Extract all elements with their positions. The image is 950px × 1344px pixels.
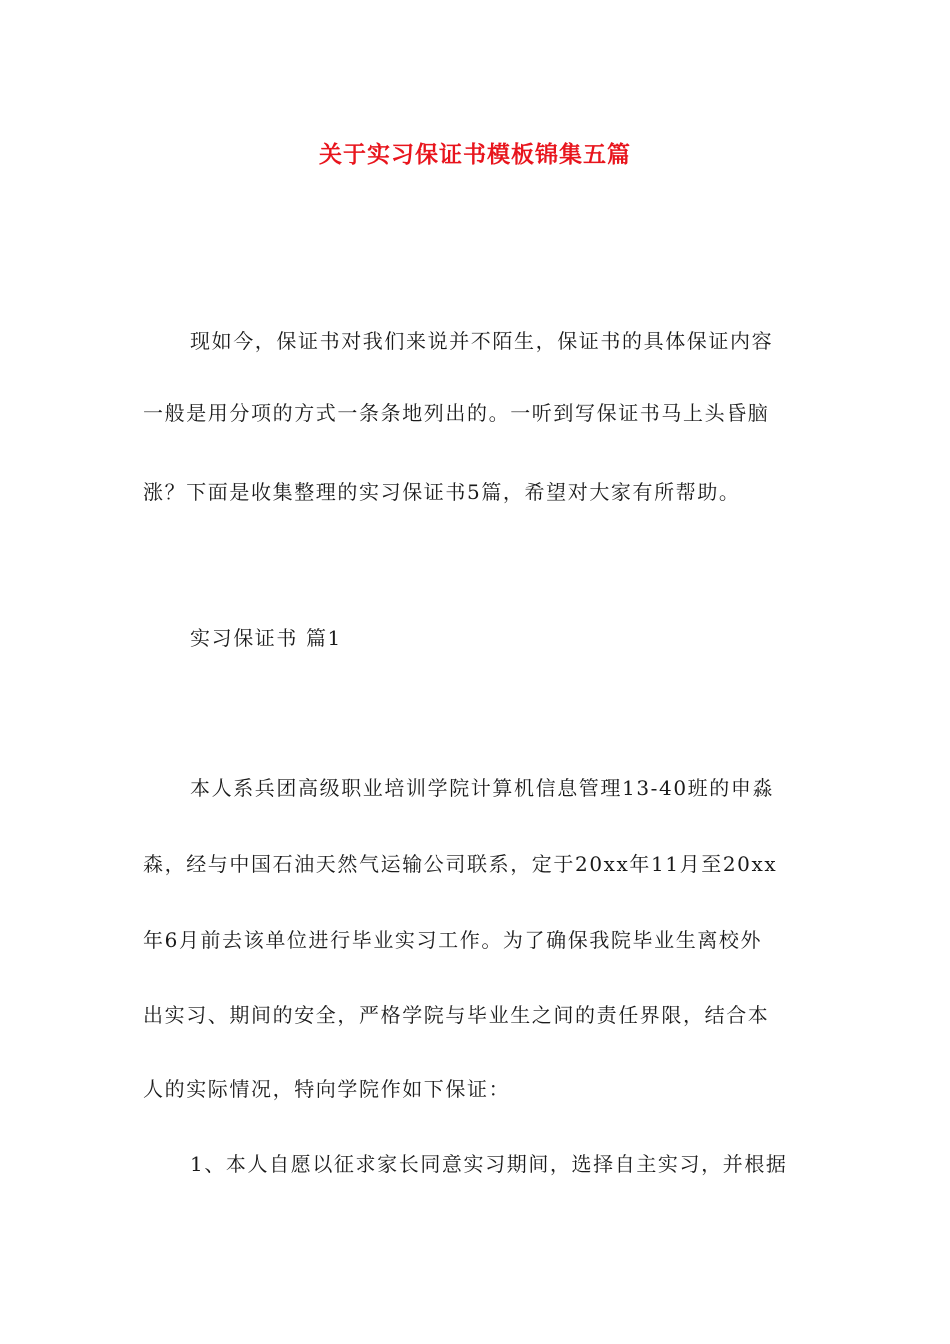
intro-line-3: 涨？下面是收集整理的实习保证书5篇，希望对大家有所帮助。 [143, 480, 741, 504]
document-title: 关于实习保证书模板锦集五篇 [319, 142, 631, 168]
body-line-2: 森，经与中国石油天然气运输公司联系，定于20xx年11月至20xx [143, 852, 778, 876]
body-line-1: 本人系兵团高级职业培训学院计算机信息管理13-40班的申淼 [190, 776, 775, 800]
intro-line-1: 现如今，保证书对我们来说并不陌生，保证书的具体保证内容 [190, 329, 774, 353]
body-line-3: 年6月前去该单位进行毕业实习工作。为了确保我院毕业生离校外 [143, 928, 763, 952]
body-line-4: 出实习、期间的安全，严格学院与毕业生之间的责任界限，结合本 [143, 1003, 770, 1027]
body-line-5: 人的实际情况，特向学院作如下保证： [143, 1077, 511, 1101]
list-item-1: 1、本人自愿以征求家长同意实习期间，选择自主实习，并根据 [190, 1152, 788, 1176]
section-heading: 实习保证书 篇1 [190, 626, 342, 650]
intro-line-2: 一般是用分项的方式一条条地列出的。一听到写保证书马上头昏脑 [143, 401, 770, 425]
